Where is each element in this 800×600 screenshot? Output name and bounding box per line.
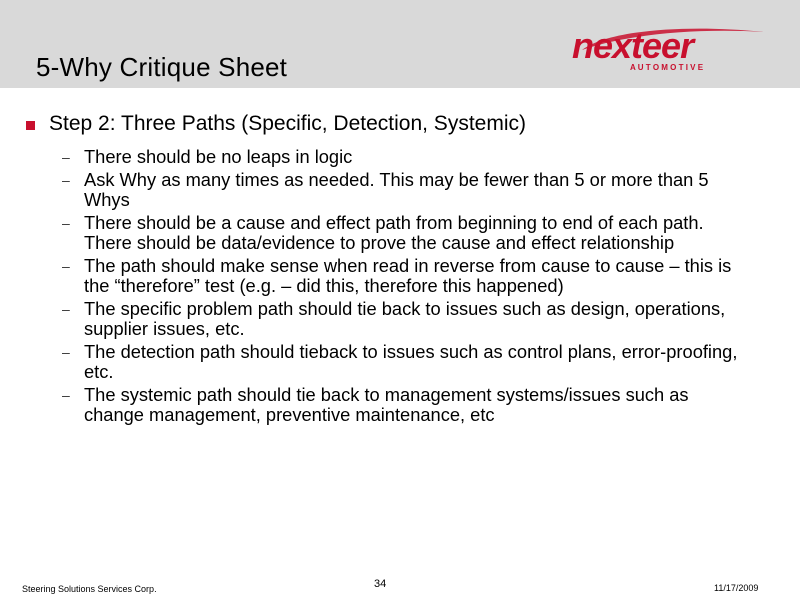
list-item-text: There should be no leaps in logic: [84, 146, 353, 167]
dash-icon: –: [62, 300, 70, 317]
list-item: [62, 299, 752, 340]
list-item: [62, 147, 752, 168]
list-item-text: The systemic path should tie back to management systems/issues such as change management, preventive maintenance, etc: [84, 383, 689, 425]
page-title: 5-Why Critique Sheet: [36, 52, 288, 82]
logo-wordmark: nexteer: [572, 25, 694, 66]
footer-company: Steering Solutions Services Corp.: [22, 584, 157, 594]
footer-date: 11/17/2009: [714, 583, 759, 593]
list-item-text: Ask Why as many times as needed. This may be fewer than 5 or more than 5 Whys: [84, 168, 709, 210]
sub-bullet-list: [62, 147, 752, 428]
nexteer-logo: [568, 20, 768, 80]
header-band: [0, 0, 800, 88]
square-bullet-icon: [26, 121, 35, 130]
list-item-text: The detection path should tieback to issues such as control plans, error-proofing, etc.: [84, 340, 738, 382]
main-bullet-text: Step 2: Three Paths (Specific, Detection, Systemic): [49, 112, 526, 135]
dash-icon: –: [62, 386, 70, 403]
list-item-text: The path should make sense when read in reverse from cause to cause – this is the “therefore” test (e.g. – did this, therefore this happened): [84, 254, 732, 296]
list-item: [62, 170, 752, 211]
list-item: [62, 213, 752, 254]
list-item: [62, 385, 752, 426]
list-item: [62, 342, 752, 383]
main-bullet: [26, 112, 526, 136]
list-item: [62, 256, 752, 297]
dash-icon: –: [62, 149, 70, 165]
list-item-text: The specific problem path should tie back to issues such as design, operations, supplier issues, etc.: [84, 297, 726, 339]
dash-icon: –: [62, 171, 70, 188]
dash-icon: –: [62, 257, 70, 274]
footer-page-number: 34: [374, 578, 387, 590]
dash-icon: –: [62, 343, 70, 360]
dash-icon: –: [62, 214, 70, 231]
list-item-text: There should be a cause and effect path from beginning to end of each path. There should be data/evidence to prove the cause and effect relationship: [84, 211, 704, 253]
logo-tagline: A U T O M O T I V E: [630, 63, 704, 72]
